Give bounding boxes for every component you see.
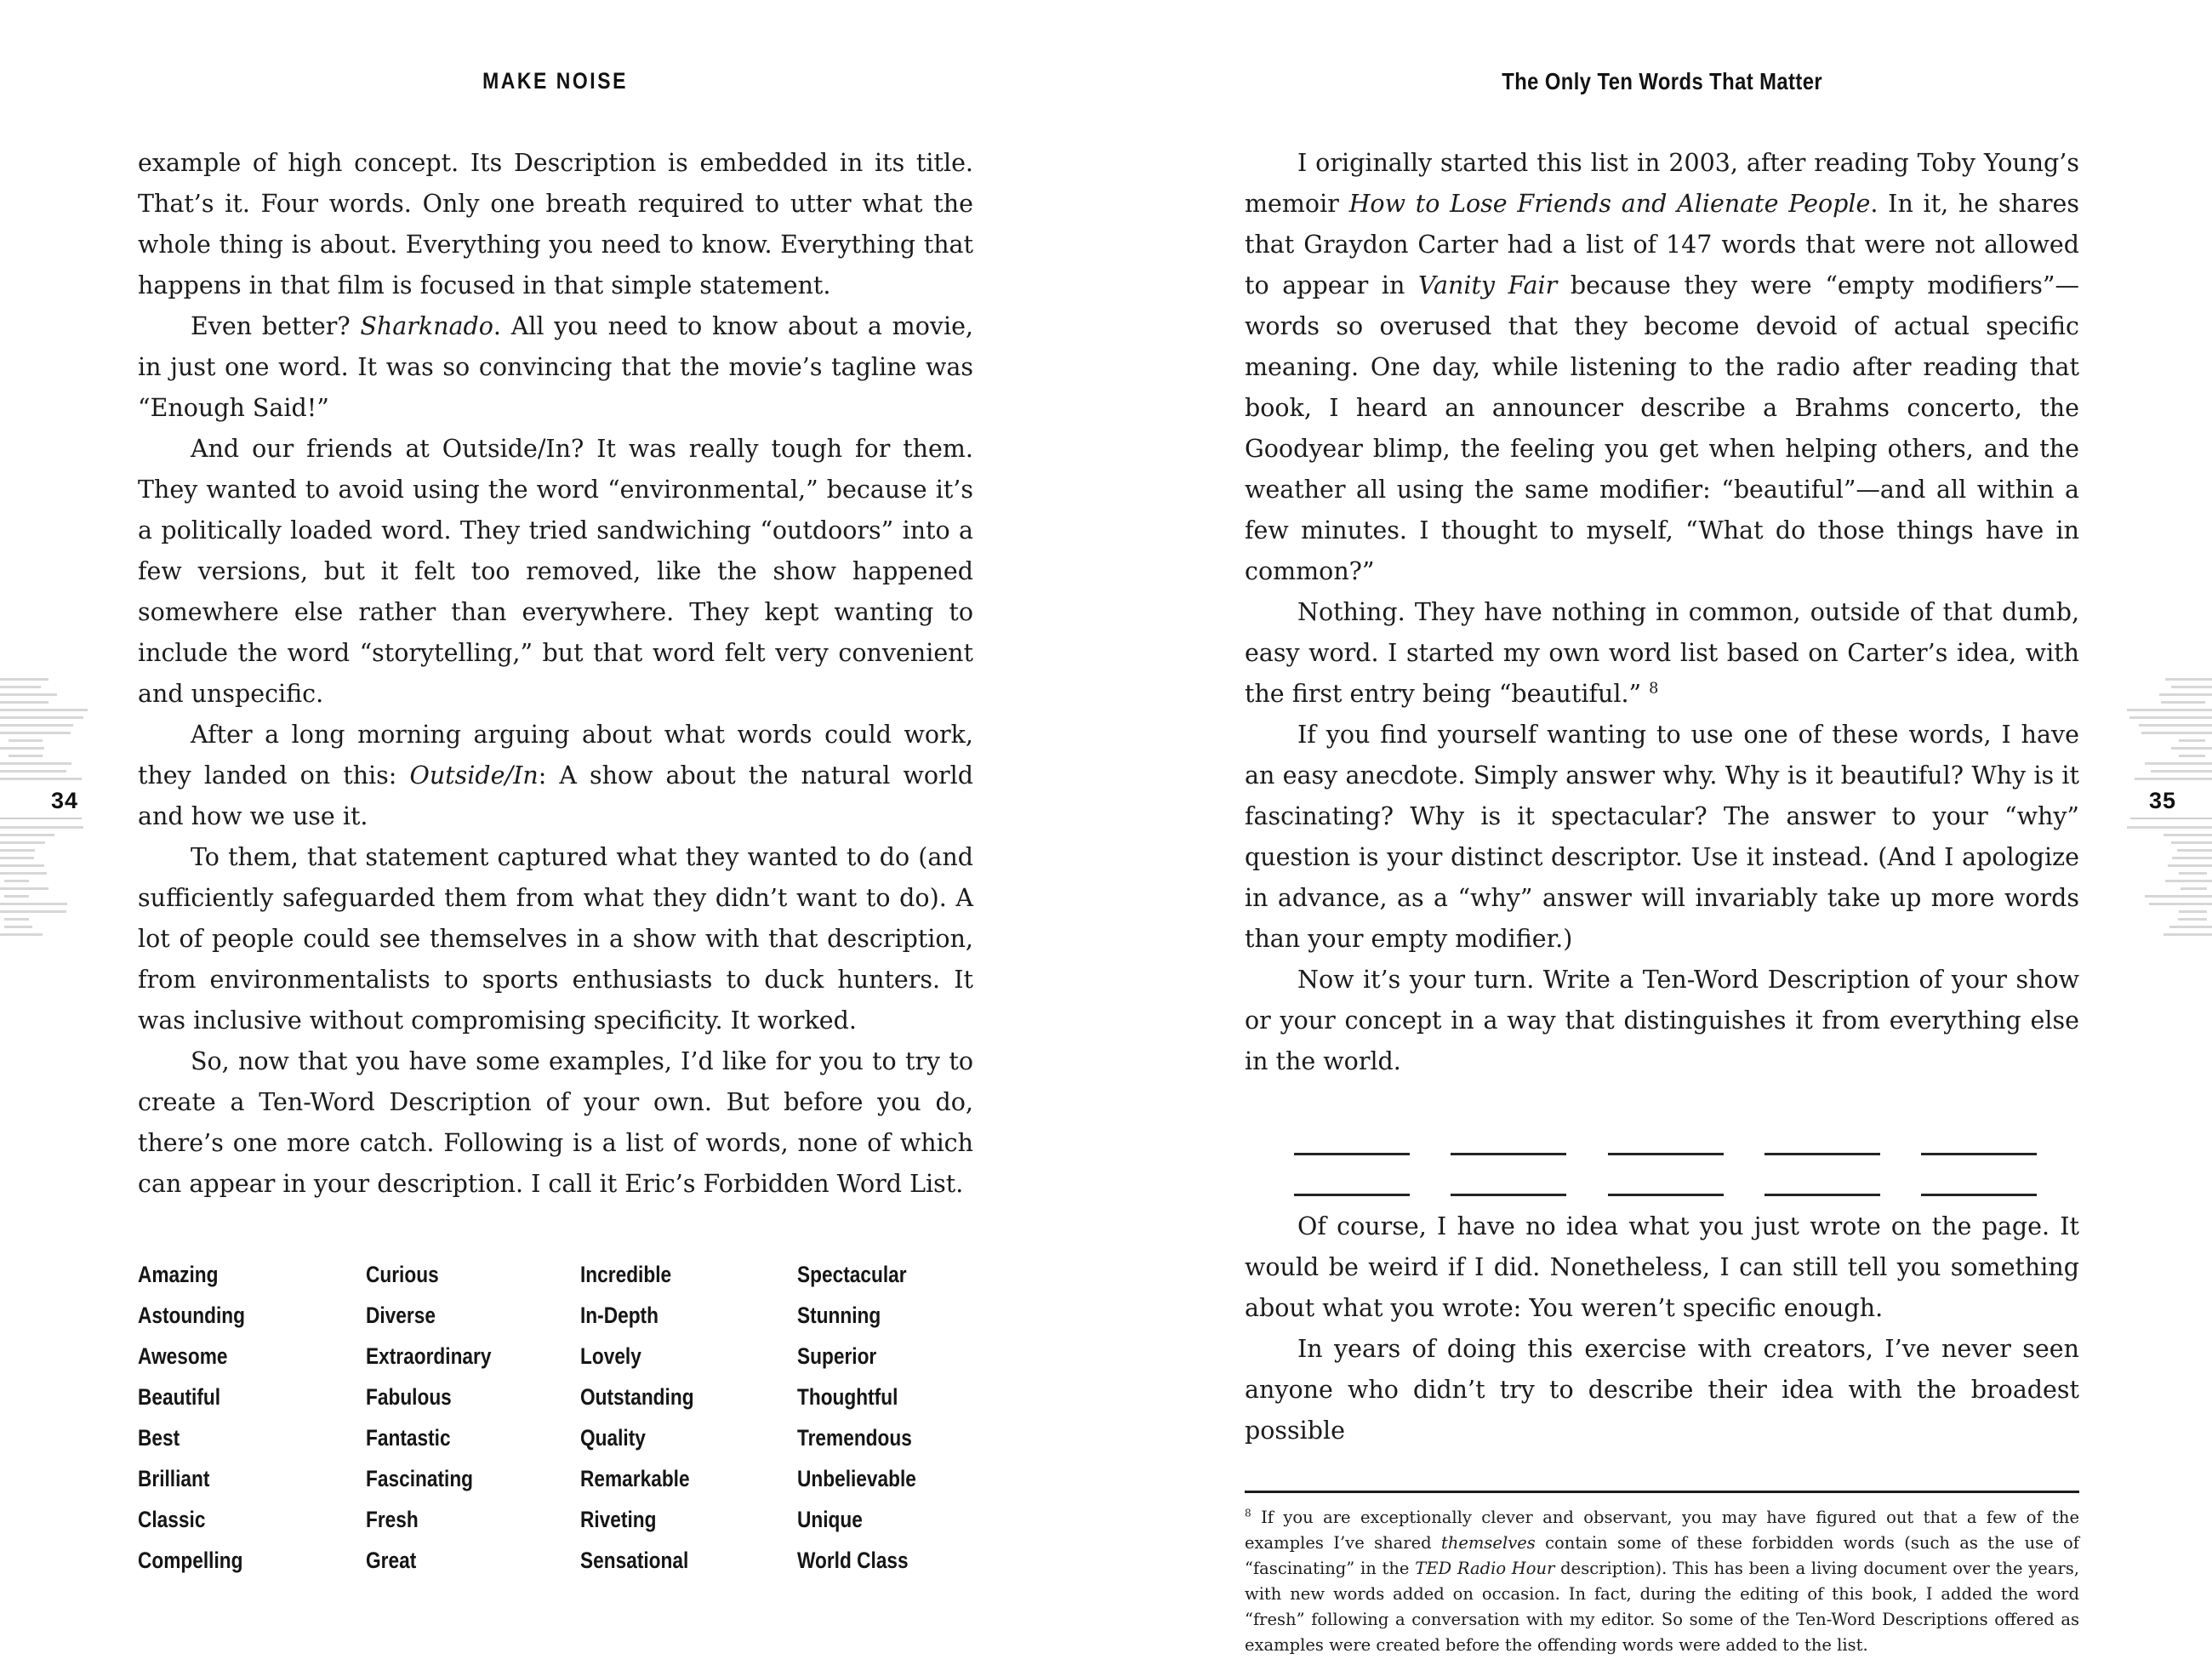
text-segment: : A show about the natural world and how we use it. [138, 761, 973, 830]
paragraph [1245, 960, 2079, 1082]
waveform-bar [0, 864, 44, 867]
text-segment: contain some of these forbidden words (such as the use of “fascinating” in the [1245, 1533, 2080, 1578]
waveform-bar [0, 857, 34, 859]
word-list-column [797, 1254, 973, 1581]
forbidden-word-text: Lovely [580, 1343, 641, 1369]
text-segment: Now it’s your turn. Write a Ten-Word Description of your show or your concept in a way that distinguishes it from everything else in the world. [1245, 966, 2079, 1075]
forbidden-word [366, 1540, 580, 1581]
forbidden-word [580, 1458, 797, 1499]
waveform-bar [2179, 755, 2205, 757]
forbidden-word [797, 1417, 973, 1458]
forbidden-word-text: Riveting [580, 1507, 657, 1532]
waveform-bar [2171, 686, 2212, 688]
waveform-bar [0, 770, 66, 772]
forbidden-word [580, 1336, 797, 1377]
waveform-bar [0, 849, 35, 852]
text-segment: After a long morning arguing about what words could work, they landed on this: [138, 721, 973, 790]
forbidden-word [580, 1295, 797, 1336]
forbidden-word [366, 1295, 580, 1336]
forbidden-word [366, 1377, 580, 1417]
waveform-bar [2145, 895, 2212, 898]
text-segment: Of course, I have no idea what you just wrote on the page. It would be weird if I did. Nonetheless, I can still tell you something about what you wrote: You weren’t specific enough. [1245, 1212, 2079, 1322]
waveform-bar [0, 778, 82, 780]
waveform-bar [2127, 826, 2212, 829]
paragraph [138, 143, 973, 306]
waveform-bar [0, 732, 71, 734]
text-segment: . In it, he shares that Graydon Carter had a list of 147 words that were not allowed to appear in [1245, 190, 2079, 299]
waveform-bar [4, 926, 32, 928]
waveform-bar [0, 686, 41, 688]
superscript: 8 [1245, 1507, 1251, 1519]
paragraph [138, 429, 973, 715]
forbidden-word [797, 1377, 973, 1417]
waveform-bar [4, 880, 29, 882]
waveform-bar [0, 933, 43, 936]
forbidden-word-text: In-Depth [580, 1303, 658, 1328]
waveform-bar [2165, 880, 2212, 882]
waveform-bar [2181, 887, 2207, 890]
text-segment: If you find yourself wanting to use one of these words, I have an easy anecdote. Simply answer why. Why is it beautiful? Why is it fascinating? Why is it spectacular? The answer to your “why” question is your distinct descriptor. Use it instead. (And I apologize in advance, as a “why” answer will invariably take up more words than your empty modifier.) [1245, 721, 2079, 953]
right-running-head [1245, 68, 2079, 97]
text-segment: To them, that statement captured what they wanted to do (and sufficiently safeguarded them from what they didn’t want to do). A lot of people could see themselves in a show with that description, from environmentalists to sports enthusiasts to duck hunters. It was inclusive without compromising specificity. It worked. [138, 843, 973, 1035]
blank-line-row [1245, 1155, 2079, 1196]
forbidden-word-text: Remarkable [580, 1466, 690, 1491]
forbidden-word-text: Best [138, 1425, 180, 1451]
waveform-bar [2161, 701, 2205, 704]
blank-line [1764, 1124, 1880, 1155]
italic-text: Vanity Fair [1418, 271, 1558, 299]
blank-line [1294, 1124, 1410, 1155]
italic-text: TED Radio Hour [1415, 1559, 1555, 1578]
running-head-text: The Only Ten Words That Matter [1502, 68, 1822, 94]
forbidden-word-text: Diverse [366, 1303, 436, 1328]
forbidden-word [138, 1254, 366, 1295]
italic-text: Sharknado [360, 312, 493, 340]
forbidden-word [797, 1499, 973, 1540]
forbidden-word-text: Extraordinary [366, 1343, 492, 1369]
page-number-row [2117, 785, 2212, 816]
forbidden-word-text: Fantastic [366, 1425, 451, 1451]
forbidden-word-text: Astounding [138, 1303, 245, 1328]
forbidden-word-text: Fabulous [366, 1384, 452, 1410]
waveform-bar [2179, 872, 2207, 875]
waveform-bar [2178, 918, 2207, 921]
forbidden-word [797, 1540, 973, 1581]
forbidden-word-list [138, 1254, 973, 1581]
forbidden-word-text: Beautiful [138, 1384, 221, 1410]
text-segment: So, now that you have some examples, I’d like for you to try to create a Ten-Word Description of your own. But before you do, there’s one more catch. Following is a list of words, none of which can appear in your description. I call it Eric’s Forbidden Word List. [138, 1047, 973, 1198]
paragraph [1245, 143, 2079, 592]
waveform-bar [9, 739, 43, 742]
left-edge-waveform [0, 678, 95, 941]
right-body-text-lower [1245, 1206, 2079, 1451]
paragraph [138, 837, 973, 1041]
right-page [1245, 68, 2079, 1658]
folio-rule-right [2130, 818, 2212, 819]
paragraph [138, 715, 973, 837]
blank-line [1451, 1165, 1566, 1196]
forbidden-word-text: Sensational [580, 1548, 689, 1573]
left-body-text [138, 143, 973, 1205]
blank-line [1608, 1124, 1724, 1155]
waveform-bar [2141, 732, 2212, 734]
waveform-bar [0, 709, 88, 711]
waveform-top-left [0, 678, 95, 780]
forbidden-word-text: Outstanding [580, 1384, 694, 1410]
forbidden-word [580, 1377, 797, 1417]
waveform-bar [0, 841, 45, 844]
text-segment: In years of doing this exercise with creators, I’ve never seen anyone who didn’t try to describe their idea with the broadest possible [1245, 1335, 2079, 1445]
waveform-bar [2149, 903, 2212, 905]
footnote [1245, 1491, 2079, 1658]
word-list-column [580, 1254, 797, 1581]
blank-line [1921, 1124, 2037, 1155]
forbidden-word [366, 1417, 580, 1458]
waveform-bar [0, 762, 71, 765]
paragraph [138, 306, 973, 429]
forbidden-word [138, 1295, 366, 1336]
waveform-bar [0, 678, 48, 681]
waveform-bar [2172, 857, 2212, 859]
italic-text: How to Lose Friends and Alienate People [1348, 190, 1871, 218]
waveform-bar [2179, 910, 2207, 913]
waveform-bar [0, 826, 83, 829]
forbidden-word-text: Brilliant [138, 1466, 210, 1491]
waveform-top-right [2117, 678, 2212, 780]
waveform-bar [4, 895, 29, 898]
blank-line [1921, 1165, 2037, 1196]
waveform-bar [2129, 716, 2212, 719]
text-segment: . All you need to know about a movie, in just one word. It was so convincing that the movie’s tagline was “Enough Said!” [138, 312, 973, 422]
paragraph [1245, 592, 2079, 715]
blank-line [1764, 1165, 1880, 1196]
footnote-rule [1245, 1491, 2079, 1493]
ten-word-blanks [1245, 1115, 2079, 1196]
forbidden-word-text: Unique [797, 1507, 863, 1532]
waveform-bar [4, 918, 29, 921]
page-number-left: 34 [50, 787, 78, 813]
paragraph [138, 1041, 973, 1205]
text-segment: Even better? [191, 312, 361, 340]
forbidden-word-text: Spectacular [797, 1262, 907, 1287]
waveform-bar [0, 910, 66, 913]
forbidden-word-text: Awesome [138, 1343, 228, 1369]
forbidden-word [797, 1336, 973, 1377]
italic-text: Outside/In [409, 761, 539, 790]
right-edge-waveform [2117, 678, 2212, 941]
forbidden-word-text: Tremendous [797, 1425, 912, 1451]
forbidden-word [580, 1540, 797, 1581]
forbidden-word [366, 1254, 580, 1295]
forbidden-word [797, 1458, 973, 1499]
waveform-bar [0, 872, 47, 875]
waveform-bar [0, 724, 73, 727]
page-number-right: 35 [2149, 787, 2177, 813]
forbidden-word [366, 1499, 580, 1540]
text-segment: because they were “empty modifiers”—words so overused that they become devoid of actual specific meaning. One day, while listening to the radio after reading that book, I heard an announcer describe a Brahms concerto, the Goodyear blimp, the feeling you get when helping others, and the weather all using the same modifier: “beautiful”—and all within a few minutes. I thought to myself, “What do those things have in common?” [1245, 271, 2079, 585]
waveform-bar [2127, 709, 2212, 711]
paragraph [1245, 1329, 2079, 1451]
forbidden-word [580, 1417, 797, 1458]
italic-text: themselves [1441, 1533, 1536, 1553]
footnote-text [1245, 1505, 2079, 1658]
forbidden-word [138, 1377, 366, 1417]
forbidden-word-text: Great [366, 1548, 417, 1573]
blank-line [1608, 1165, 1724, 1196]
forbidden-word [138, 1499, 366, 1540]
waveform-bar [0, 716, 83, 719]
waveform-bar [0, 747, 44, 750]
waveform-bar [0, 693, 57, 696]
page-number-row [0, 785, 95, 816]
forbidden-word-text: Stunning [797, 1303, 881, 1328]
text-segment: example of high concept. Its Description is embedded in its title. That’s it. Four words. Only one breath required to utter what the whole thing is about. Everything you need to know. Everything that happens in that film is focused in that simple statement. [138, 149, 973, 299]
waveform-bar [2164, 834, 2212, 836]
waveform-bar [0, 887, 48, 890]
left-running-head [138, 68, 973, 97]
waveform-bar [0, 903, 67, 905]
waveform-bar [2165, 678, 2212, 681]
superscript: 8 [1649, 680, 1659, 698]
left-page [138, 68, 973, 1581]
word-list-column [366, 1254, 580, 1581]
waveform-bar [2168, 864, 2212, 867]
waveform-bar [2135, 778, 2212, 780]
word-list-column [138, 1254, 366, 1581]
waveform-bottom-right [2117, 826, 2212, 936]
forbidden-word-text: Incredible [580, 1262, 672, 1287]
blank-line [1451, 1124, 1566, 1155]
forbidden-word [138, 1417, 366, 1458]
forbidden-word-text: Superior [797, 1343, 877, 1369]
text-segment: description). This has been a living document over the years, with new words added on occasion. In fact, during the editing of this book, I added the word “fresh” following a conversation with my editor. So some of the Ten-Word Descriptions offered as examples were created before the offending words were added to the list. [1245, 1559, 2079, 1655]
forbidden-word [580, 1499, 797, 1540]
waveform-bar [2159, 693, 2212, 696]
forbidden-word [797, 1254, 973, 1295]
right-body-text-upper [1245, 143, 2079, 1082]
paragraph [1245, 715, 2079, 960]
forbidden-word-text: Compelling [138, 1548, 243, 1573]
forbidden-word-text: Fresh [366, 1507, 419, 1532]
waveform-bar [2171, 747, 2212, 750]
waveform-bar [9, 755, 43, 757]
text-segment: I originally started this list in 2003, after reading Toby Young’s memoir [1245, 149, 2079, 218]
forbidden-word-text: Classic [138, 1507, 206, 1532]
forbidden-word [138, 1336, 366, 1377]
forbidden-word-text: Fascinating [366, 1466, 474, 1491]
blank-line [1294, 1165, 1410, 1196]
forbidden-word [580, 1254, 797, 1295]
waveform-bar [0, 834, 54, 836]
waveform-bar [2139, 724, 2212, 727]
forbidden-word [366, 1458, 580, 1499]
forbidden-word-text: World Class [797, 1548, 909, 1573]
forbidden-word-text: Thoughtful [797, 1384, 898, 1410]
folio-rule-left [0, 818, 82, 819]
waveform-bar [2177, 849, 2212, 852]
forbidden-word-text: Amazing [138, 1262, 219, 1287]
waveform-bar [2169, 926, 2212, 928]
forbidden-word-text: Quality [580, 1425, 646, 1451]
paragraph [1245, 1206, 2079, 1329]
waveform-bar [2145, 762, 2212, 765]
waveform-bar [2151, 770, 2212, 772]
waveform-bottom-left [0, 826, 95, 936]
waveform-bar [2179, 739, 2205, 742]
waveform-bar [2171, 841, 2212, 844]
forbidden-word [366, 1336, 580, 1377]
text-segment: Nothing. They have nothing in common, outside of that dumb, easy word. I started my own word list based on Carter’s idea, with the first entry being “beautiful.” [1245, 598, 2079, 708]
running-head-text: MAKE NOISE [482, 68, 629, 94]
forbidden-word-text: Unbelievable [797, 1466, 916, 1491]
forbidden-word-text: Curious [366, 1262, 439, 1287]
waveform-bar [2164, 933, 2212, 936]
waveform-bar [0, 701, 48, 704]
text-segment: If you are exceptionally clever and observant, you may have figured out that a few of the examples I’ve shared [1245, 1508, 2079, 1553]
forbidden-word [797, 1295, 973, 1336]
blank-line-row [1245, 1115, 2079, 1155]
forbidden-word [138, 1540, 366, 1581]
text-segment: And our friends at Outside/In? It was really tough for them. They wanted to avoid using the word “environmental,” because it’s a politically loaded word. They tried sandwiching “outdoors” into a few versions, but it felt too removed, like the show happened somewhere else rather than everywhere. They kept wanting to include the word “storytelling,” but that word felt very convenient and unspecific. [138, 435, 973, 708]
forbidden-word [138, 1458, 366, 1499]
